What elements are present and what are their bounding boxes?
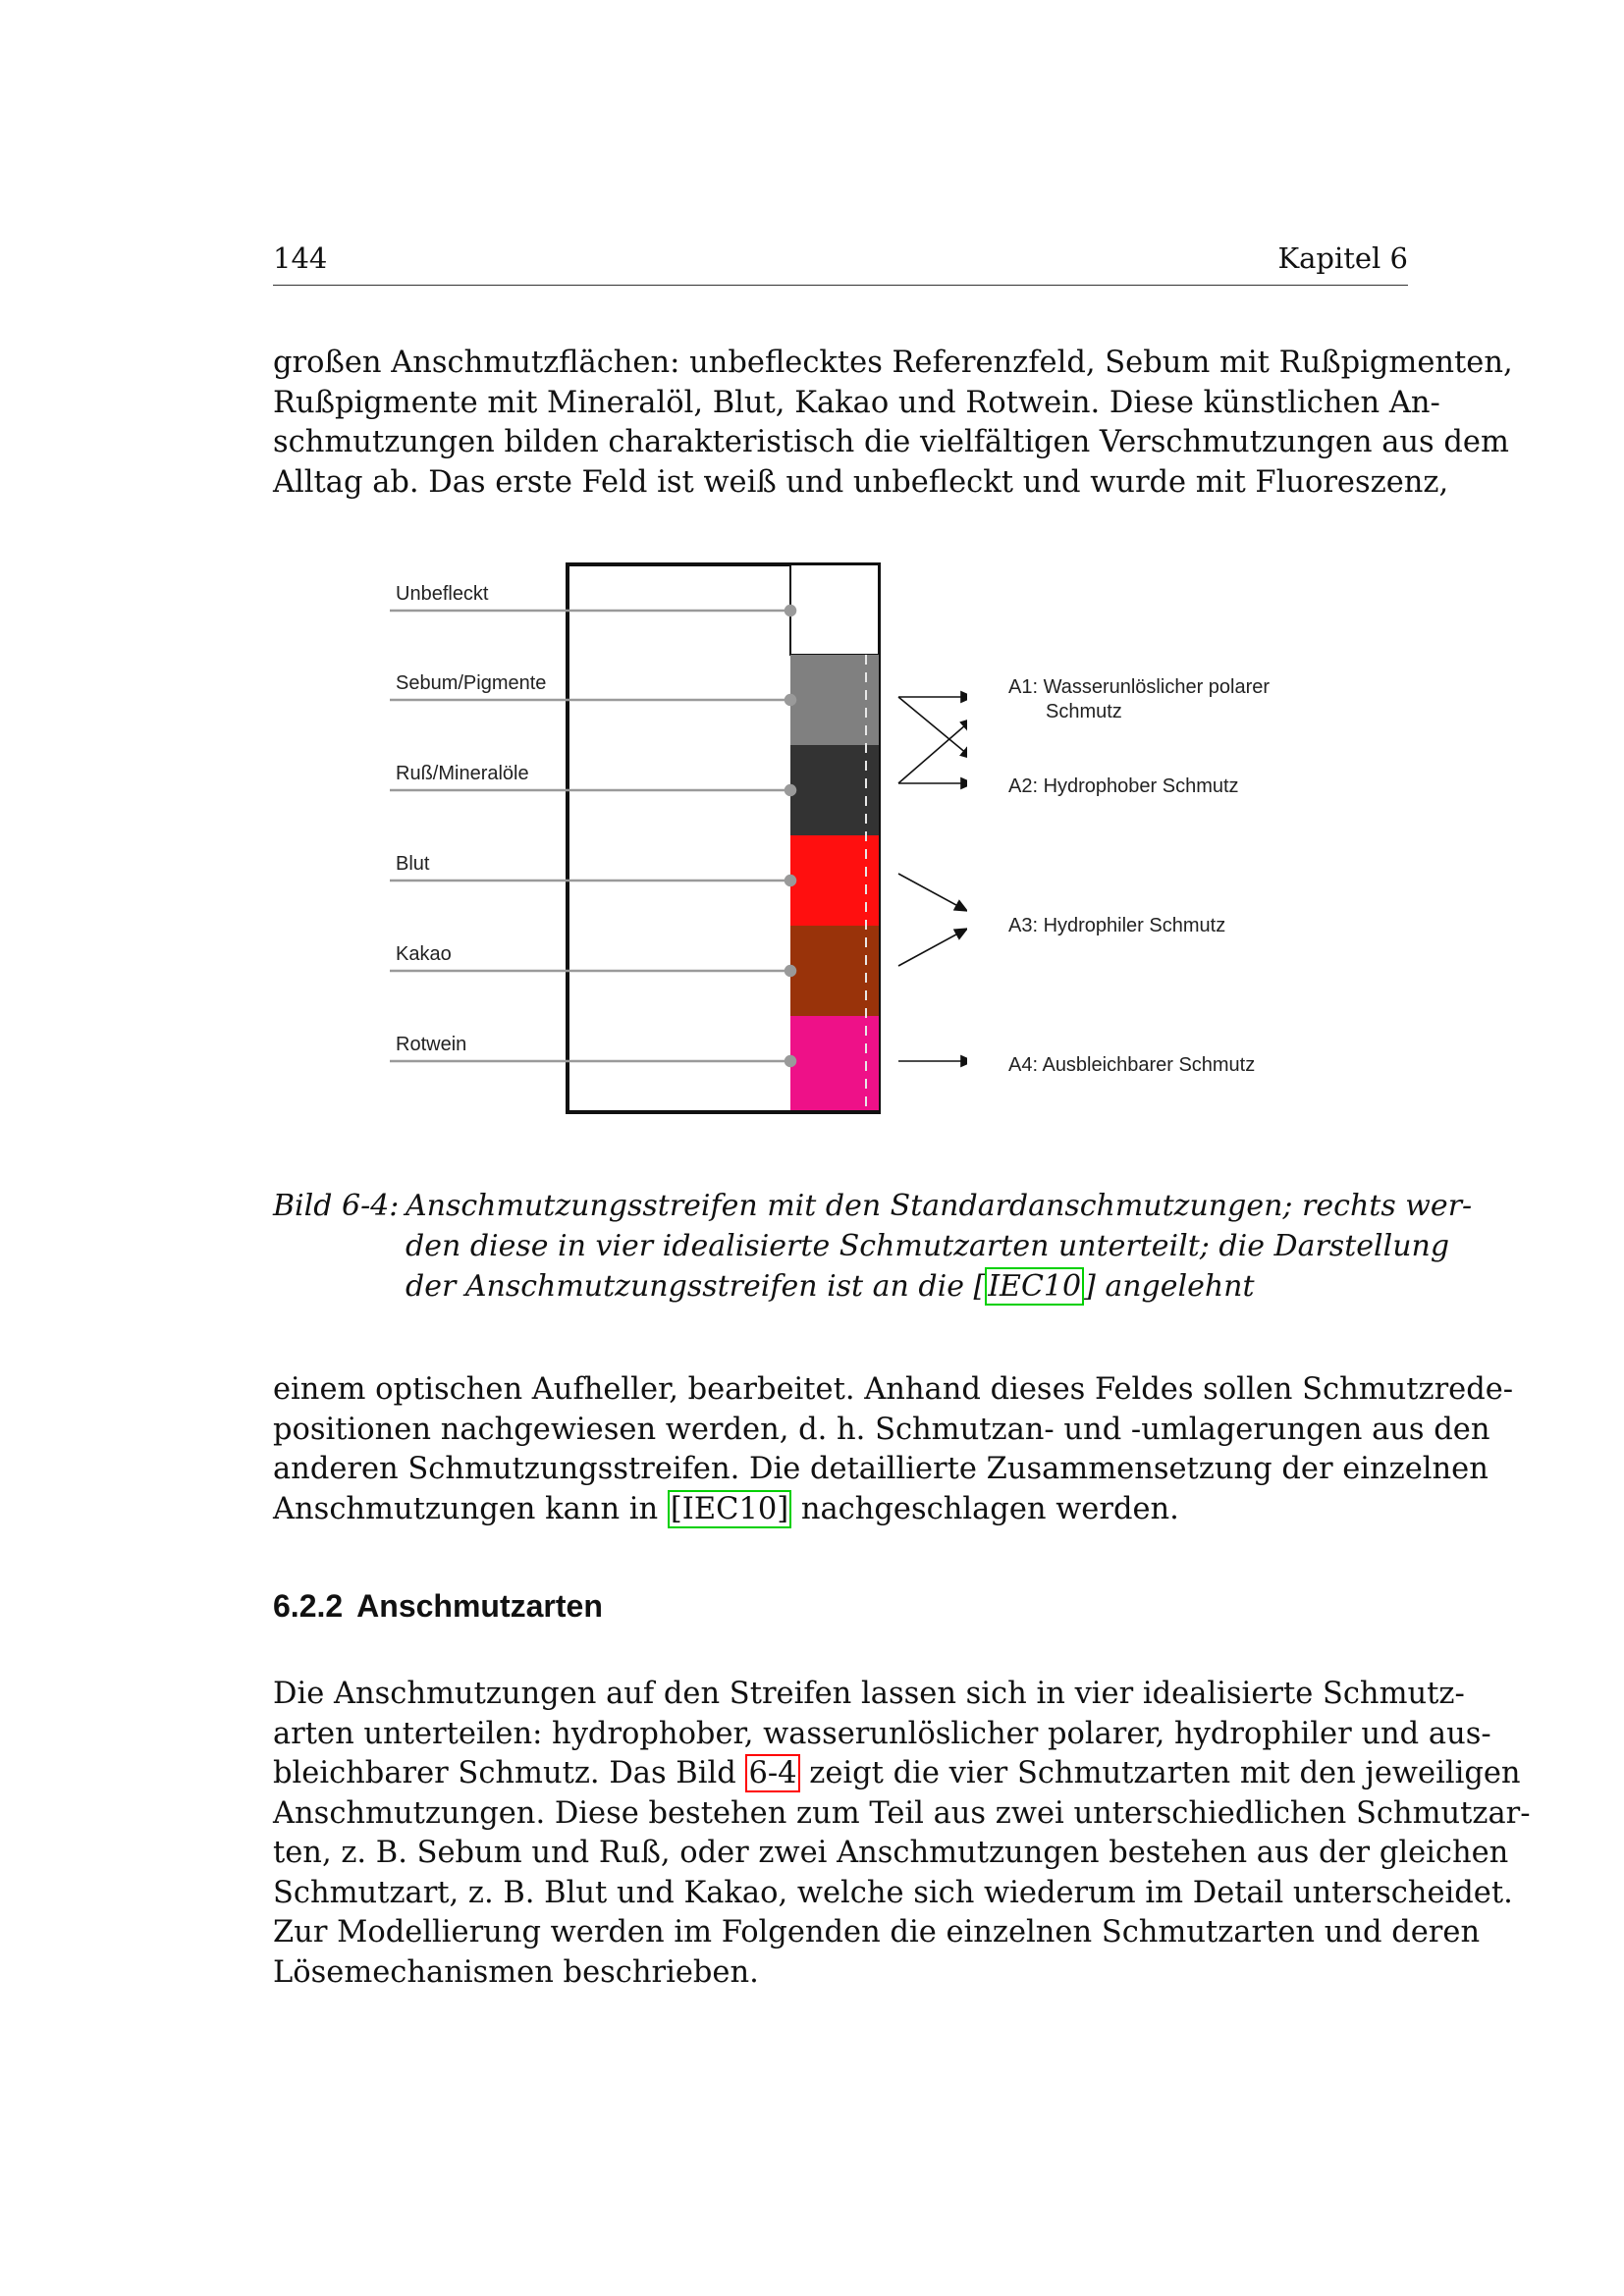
text-line: arten unterteilen: hydrophober, wasserunlöslicher polarer, hydrophiler und aus-: [273, 1716, 1491, 1751]
label-russ: Ruß/Mineralöle: [396, 763, 529, 784]
stain-strip-figure: [378, 550, 967, 1158]
label-blut: Blut: [396, 853, 430, 875]
label-unbefleckt: Unbefleckt: [396, 583, 489, 605]
text-line: großen Anschmutzflächen: unbeflecktes Referenzfeld, Sebum mit Rußpigmenten,: [273, 346, 1513, 380]
page-header: [273, 240, 1408, 286]
text-line: Zur Modellierung werden im Folgenden die einzelnen Schmutzarten und deren: [273, 1915, 1481, 1949]
text-line: ten, z. B. Sebum und Ruß, oder zwei Anschmutzungen bestehen aus der gleichen: [273, 1836, 1509, 1870]
text-line: anderen Schmutzungsstreifen. Die detaillierte Zusammensetzung der einzelnen: [273, 1452, 1489, 1486]
text-line: einem optischen Aufheller, bearbeitet. Anhand dieses Feldes sollen Schmutzrede-: [273, 1372, 1514, 1407]
swatch-unbefleckt: [790, 564, 879, 655]
caption-line: den diese in vier idealisierte Schmutzarten unterteilt; die Darstellung: [406, 1229, 1450, 1263]
figure-link[interactable]: 6-4: [745, 1754, 799, 1792]
citation-link[interactable]: IEC10: [985, 1267, 1084, 1306]
paragraph-third: [273, 1675, 1531, 1993]
caption-line: der Anschmutzungsstreifen ist an die [ IEC10 ] angelehnt: [406, 1269, 1255, 1304]
text-line: positionen nachgewiesen werden, d. h. Schmutzan- und -umlagerungen aus den: [273, 1412, 1490, 1447]
category-a4: A4: Ausbleichbarer Schmutz: [1008, 1054, 1256, 1076]
paragraph-intro: [273, 344, 1513, 503]
leader-dot: [785, 606, 795, 615]
section-heading: [273, 1588, 603, 1625]
leader-dot: [785, 1056, 795, 1066]
label-kakao: Kakao: [396, 943, 452, 965]
section-number: 6.2.2: [273, 1588, 344, 1624]
text-line: Anschmutzungen. Diese bestehen zum Teil aus zwei unterschiedlichen Schmutzar-: [273, 1795, 1531, 1831]
caption-line: Anschmutzungsstreifen mit den Standardanschmutzungen; rechts wer-: [406, 1189, 1473, 1223]
text-line: Rußpigmente mit Mineralöl, Blut, Kakao und Rotwein. Diese künstlichen An-: [273, 385, 1440, 420]
paragraph-second: [273, 1370, 1514, 1529]
arrow: [898, 697, 967, 759]
text-line: schmutzungen bilden charakteristisch die vielfältigen Verschmutzungen aus dem: [273, 425, 1509, 459]
caption-label: Bild 6-4:: [273, 1189, 400, 1223]
leader-dot: [785, 966, 795, 976]
arrow: [898, 874, 967, 911]
swatch-blut: [790, 835, 879, 926]
leader-dot: [785, 876, 795, 885]
label-rotwein: Rotwein: [396, 1034, 467, 1055]
text-line: Alltag ab. Das erste Feld ist weiß und unbefleckt und wurde mit Fluoreszenz,: [273, 464, 1449, 500]
text-line: Schmutzart, z. B. Blut und Kakao, welche sich wiederum im Detail unterscheidet.: [273, 1875, 1513, 1910]
citation-link[interactable]: [IEC10]: [668, 1490, 791, 1528]
text-line: Anschmutzungen kann in [IEC10] nachgeschlagen werden.: [273, 1491, 1179, 1526]
leader-dot: [785, 785, 795, 795]
chapter-title: Kapitel 6: [1277, 241, 1408, 275]
category-a3: A3: Hydrophiler Schmutz: [1008, 915, 1226, 936]
section-title: Anschmutzarten: [356, 1588, 603, 1624]
arrow: [898, 929, 967, 966]
text-line: Die Anschmutzungen auf den Streifen lassen sich in vier idealisierte Schmutz-: [273, 1677, 1465, 1711]
text-line: Lösemechanismen beschrieben.: [273, 1954, 759, 1990]
category-a2: A2: Hydrophober Schmutz: [1008, 775, 1239, 797]
page-number: 144: [273, 241, 328, 275]
category-a1: A1: Wasserunlöslicher polarer Schmutz: [1008, 676, 1271, 722]
text-line: bleichbarer Schmutz. Das Bild 6-4 zeigt die vier Schmutzarten mit den jeweiligen: [273, 1756, 1521, 1790]
arrow: [898, 719, 967, 783]
leader-dot: [785, 695, 795, 705]
label-sebum: Sebum/Pigmente: [396, 672, 547, 694]
